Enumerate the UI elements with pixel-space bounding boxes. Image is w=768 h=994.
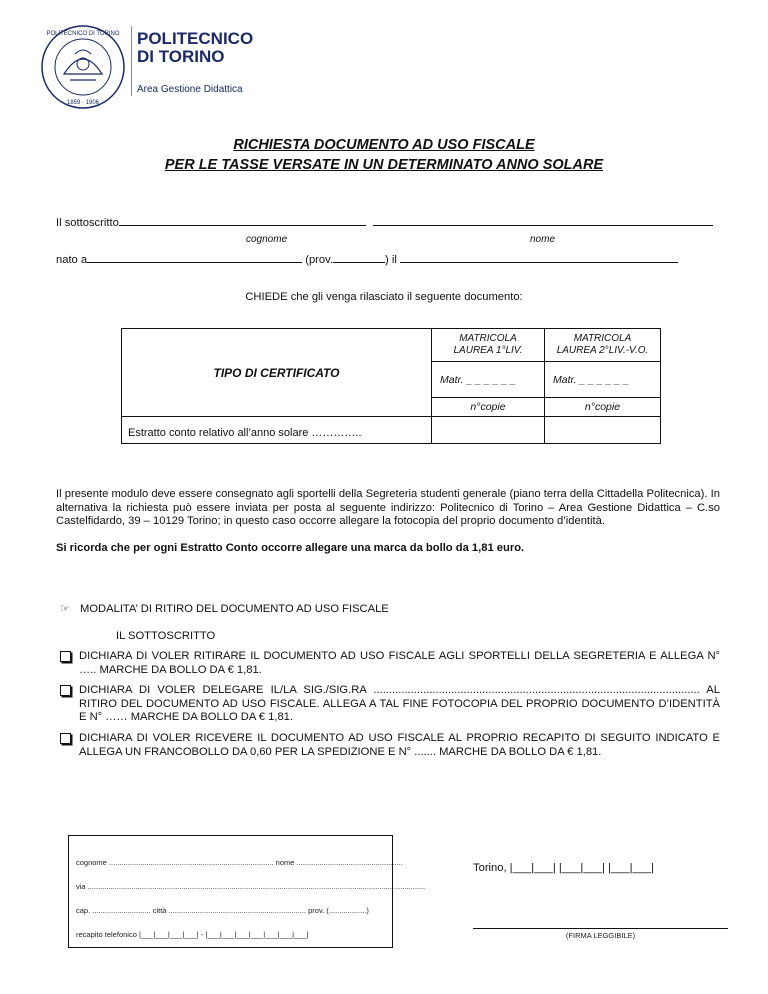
tipo-certificato-header: TIPO DI CERTIFICATO [122,329,432,417]
col1-header-line2: LAUREA 1°LIV. [453,345,523,356]
matr-blanks-1: _ _ _ _ _ _ [466,373,517,386]
prov-label: (prov. [305,254,333,266]
copie-field-2[interactable] [545,417,661,444]
option-3 [60,732,720,759]
title-line2: PER LE TASSE VERSATE IN UN DETERMINATO ANNO SOLARE [164,157,604,173]
sottoscritto-label: Il sottoscritto [56,217,119,229]
org-name [137,30,253,66]
nome-caption: nome [530,234,556,245]
option-1-text: DICHIARA DI VOLER RITIRARE IL DOCUMENTO AD USO FISCALE AGLI SPORTELLI DELLA SEGRETERIA E ALLEGA N° ….. MARCHE DA BOLLO DA € 1,81. [79,650,720,676]
nome-field[interactable] [373,215,713,226]
option-2 [60,684,720,725]
ritiro-heading [60,602,389,615]
sottoscritto-row [56,215,713,229]
option-3-text: DICHIARA DI VOLER RICEVERE IL DOCUMENTO AD USO FISCALE AL PROPRIO RECAPITO DI SEGUITO INDICATO E ALLEGA UN FRANCOBOLLO DA 0,60 PER LA SPEDIZIONE E N° ....... MARCHE DA BOLLO DA € 1,81. [79,732,720,758]
option-3-checkbox[interactable] [60,733,71,744]
svg-text:1859 · 1906: 1859 · 1906 [66,100,100,106]
option-2-checkbox[interactable] [60,685,71,696]
matr-field-2[interactable] [545,362,661,398]
col2-header-line2: LAUREA 2°LIV.-V.O. [556,345,649,356]
luogo-nascita-field[interactable] [87,252,302,263]
option-1 [60,650,720,677]
address-cognome[interactable]: cognome ............................................................................... [76,858,274,867]
svg-text:POLITECNICO DI TORINO: POLITECNICO DI TORINO [46,31,120,37]
data-nascita-label: ) il [385,254,397,266]
estratto-conto-row: Estratto conto relativo all’anno solare ………….. [122,417,432,444]
ritiro-heading-text: MODALITA’ DI RITIRO DEL DOCUMENTO AD USO FISCALE [80,603,389,615]
org-line2: DI TORINO [137,47,225,66]
address-cognome-nome [76,858,403,867]
address-via[interactable]: via .................................................................................................................................................................. [76,882,426,891]
address-nome[interactable]: nome ................................................... [275,858,403,867]
firma-caption: (FIRMA LEGGIBILE) [565,931,636,940]
header-divider [131,26,132,96]
department-name: Area Gestione Didattica [137,84,243,95]
signature-line[interactable] [473,928,728,929]
title-line1: RICHIESTA DOCUMENTO AD USO FISCALE [233,137,535,153]
cognome-field[interactable] [119,215,366,226]
option-1-checkbox[interactable] [60,651,71,662]
address-telefono[interactable]: recapito telefonico |___|___|___|___| - |___|___|___|___|___|___|___| [76,930,309,939]
col2-header [545,329,661,362]
nato-row [56,252,678,266]
copie-field-1[interactable] [432,417,545,444]
matr-label-1: Matr. [440,373,464,386]
org-line1: POLITECNICO [137,29,254,48]
address-cap-citta[interactable]: cap. ............................ città .................................................................. prov. (..................) [76,906,369,915]
copie-header-1: n°copie [432,398,545,417]
option-2-text: DICHIARA DI VOLER DELEGARE IL/LA SIG./SIG.RA ......................................................................................................... AL RITIRO DEL DOCUMENTO AD USO FISCALE. ALLEGA A TAL FINE FOTOCOPIA DEL PROPRIO DOCUMENTO D’IDENTITÀ E N° …… MARCHE DA BOLLO DA € 1,81. [79,684,720,724]
matr-label-2: Matr. [553,373,577,386]
certificate-table [121,328,661,444]
copie-header-2: n°copie [545,398,661,417]
matr-blanks-2: _ _ _ _ _ _ [579,373,630,386]
marca-bollo-note: Si ricorda che per ogni Estratto Conto occorre allegare una marca da bollo da 1,81 euro. [56,542,525,554]
politecnico-seal-logo [40,24,126,110]
nato-label: nato a [56,254,88,266]
col2-header-line1: MATRICOLA [573,333,632,344]
cognome-caption: cognome [246,234,288,245]
pointing-hand-icon: ☞ [60,603,71,615]
place-date[interactable]: Torino, |___|___| |___|___| |___|___| [473,862,655,874]
chiede-text: CHIEDE che gli venga rilasciato il seguente documento: [245,291,523,303]
matr-field-1[interactable] [432,362,545,398]
il-sottoscritto: IL SOTTOSCRITTO [116,630,216,642]
col1-header [432,329,545,362]
prov-field[interactable] [333,252,385,263]
col1-header-line1: MATRICOLA [459,333,517,344]
data-nascita-field[interactable] [400,252,678,263]
instructions-paragraph: Il presente modulo deve essere consegnato agli sportelli della Segreteria studenti generale (piano terra della Cittadella Politecnica). In alternativa la richiesta può essere inviata per posta al seguente indirizzo: Politecnico di Torino – Area Gestione Didattica – C.so Castelfidardo, 39 – 10129 Torino; in questo caso occorre allegare la fotocopia del proprio documento d’identità. [56,488,720,527]
